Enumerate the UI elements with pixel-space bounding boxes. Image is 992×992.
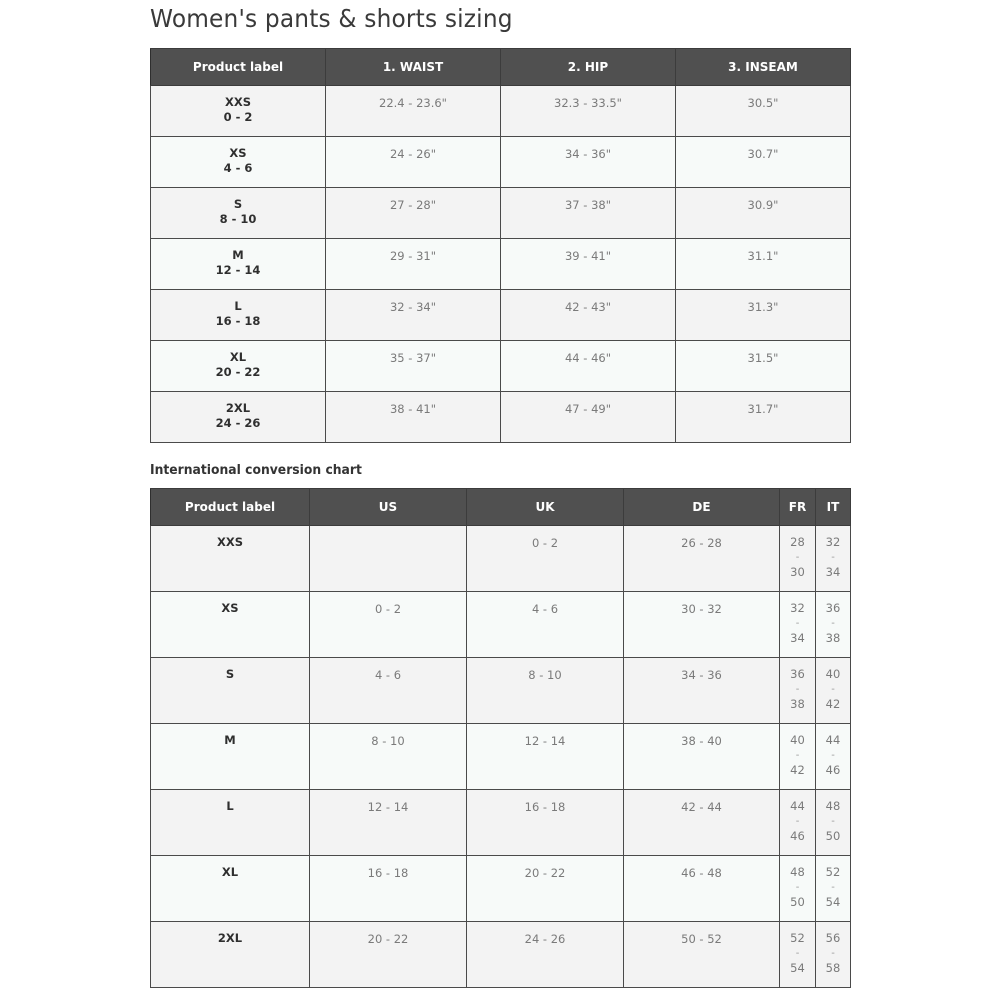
fr-high: 34 <box>790 631 805 645</box>
de-cell: 30 - 32 <box>624 592 780 658</box>
product-label-cell: S <box>151 658 310 724</box>
header-product-label: Product label <box>151 489 310 526</box>
table-row <box>151 290 851 341</box>
product-label-cell <box>151 188 326 239</box>
waist-cell: 24 - 26" <box>326 137 501 188</box>
de-cell: 38 - 40 <box>624 724 780 790</box>
de-cell: 42 - 44 <box>624 790 780 856</box>
hip-cell: 37 - 38" <box>501 188 676 239</box>
range-dash: - <box>795 882 800 893</box>
range-dash: - <box>831 816 835 827</box>
fr-high: 50 <box>790 895 805 909</box>
inseam-cell: 31.3" <box>676 290 851 341</box>
size-number-range: 24 - 26 <box>215 416 261 430</box>
inseam-cell: 30.5" <box>676 86 851 137</box>
inseam-cell: 31.7" <box>676 392 851 443</box>
table-row <box>151 392 851 443</box>
range-dash: - <box>831 552 835 563</box>
product-label-cell: M <box>151 724 310 790</box>
table-row <box>151 526 851 592</box>
header-product-label: Product label <box>151 49 326 86</box>
de-cell: 46 - 48 <box>624 856 780 922</box>
table-row <box>151 592 851 658</box>
conversion-chart-title: International conversion chart <box>150 463 362 478</box>
fr-cell <box>780 856 816 922</box>
us-cell: 4 - 6 <box>310 658 467 724</box>
hip-cell: 42 - 43" <box>501 290 676 341</box>
size-number-range: 20 - 22 <box>215 365 261 379</box>
range-dash: - <box>795 816 800 827</box>
size-number-range: 8 - 10 <box>219 212 257 226</box>
it-high: 38 <box>825 631 841 645</box>
hip-cell: 32.3 - 33.5" <box>501 86 676 137</box>
uk-cell: 8 - 10 <box>467 658 624 724</box>
us-cell: 20 - 22 <box>310 922 467 988</box>
it-cell <box>816 922 851 988</box>
size-label: XXS <box>224 95 251 109</box>
size-label: XS <box>229 146 247 160</box>
product-label-cell <box>151 137 326 188</box>
it-low: 56 <box>825 931 841 945</box>
inseam-cell: 30.7" <box>676 137 851 188</box>
uk-cell: 4 - 6 <box>467 592 624 658</box>
size-number-range: 16 - 18 <box>215 314 261 328</box>
range-dash: - <box>795 684 800 695</box>
table-row <box>151 922 851 988</box>
fr-low: 28 <box>790 535 805 549</box>
waist-cell: 32 - 34" <box>326 290 501 341</box>
fr-high: 42 <box>790 763 805 777</box>
size-label: M <box>232 248 244 262</box>
fr-high: 38 <box>790 697 805 711</box>
fr-low: 44 <box>790 799 805 813</box>
inseam-cell: 30.9" <box>676 188 851 239</box>
waist-cell: 38 - 41" <box>326 392 501 443</box>
product-label-cell: L <box>151 790 310 856</box>
fr-cell <box>780 724 816 790</box>
size-number-range: 4 - 6 <box>223 161 253 175</box>
fr-low: 52 <box>790 931 805 945</box>
range-dash: - <box>795 948 800 959</box>
it-low: 48 <box>825 799 841 813</box>
fr-cell <box>780 922 816 988</box>
product-label-cell <box>151 341 326 392</box>
table-row <box>151 137 851 188</box>
us-cell: 0 - 2 <box>310 592 467 658</box>
conversion-header-row <box>151 489 851 526</box>
it-cell <box>816 526 851 592</box>
size-label: S <box>233 197 243 211</box>
hip-cell: 39 - 41" <box>501 239 676 290</box>
conversion-body <box>151 526 851 988</box>
range-dash: - <box>831 618 835 629</box>
fr-low: 40 <box>790 733 805 747</box>
table-row <box>151 790 851 856</box>
uk-cell: 20 - 22 <box>467 856 624 922</box>
size-number-range: 0 - 2 <box>223 110 253 124</box>
sizing-header-row <box>151 49 851 86</box>
it-low: 40 <box>825 667 841 681</box>
us-cell: 8 - 10 <box>310 724 467 790</box>
hip-cell: 47 - 49" <box>501 392 676 443</box>
range-dash: - <box>795 750 800 761</box>
range-dash: - <box>831 684 835 695</box>
header-de: DE <box>624 489 780 526</box>
header-inseam: 3. INSEAM <box>676 49 851 86</box>
fr-cell <box>780 526 816 592</box>
range-dash: - <box>831 750 835 761</box>
product-label-cell <box>151 290 326 341</box>
de-cell: 50 - 52 <box>624 922 780 988</box>
fr-low: 32 <box>790 601 805 615</box>
it-cell <box>816 856 851 922</box>
uk-cell: 0 - 2 <box>467 526 624 592</box>
fr-low: 48 <box>790 865 805 879</box>
header-fr: FR <box>780 489 816 526</box>
range-dash: - <box>795 552 800 563</box>
it-low: 36 <box>825 601 841 615</box>
it-low: 44 <box>825 733 841 747</box>
it-cell <box>816 658 851 724</box>
it-low: 52 <box>825 865 841 879</box>
product-label-cell: XL <box>151 856 310 922</box>
fr-high: 54 <box>790 961 805 975</box>
fr-low: 36 <box>790 667 805 681</box>
fr-high: 46 <box>790 829 805 843</box>
it-low: 32 <box>825 535 841 549</box>
sizing-table <box>150 48 851 443</box>
it-high: 42 <box>825 697 841 711</box>
it-cell <box>816 790 851 856</box>
us-cell: 16 - 18 <box>310 856 467 922</box>
de-cell: 26 - 28 <box>624 526 780 592</box>
us-cell: 12 - 14 <box>310 790 467 856</box>
it-high: 54 <box>825 895 841 909</box>
product-label-cell <box>151 86 326 137</box>
uk-cell: 16 - 18 <box>467 790 624 856</box>
header-us: US <box>310 489 467 526</box>
table-row <box>151 239 851 290</box>
range-dash: - <box>831 948 835 959</box>
table-row <box>151 341 851 392</box>
size-label: XL <box>229 350 247 364</box>
it-high: 34 <box>825 565 841 579</box>
waist-cell: 29 - 31" <box>326 239 501 290</box>
it-high: 50 <box>825 829 841 843</box>
table-row <box>151 724 851 790</box>
us-cell <box>310 526 467 592</box>
uk-cell: 12 - 14 <box>467 724 624 790</box>
table-row <box>151 86 851 137</box>
waist-cell: 27 - 28" <box>326 188 501 239</box>
header-hip: 2. HIP <box>501 49 676 86</box>
fr-cell <box>780 790 816 856</box>
hip-cell: 34 - 36" <box>501 137 676 188</box>
page-title: Women's pants & shorts sizing <box>150 4 513 33</box>
hip-cell: 44 - 46" <box>501 341 676 392</box>
size-number-range: 12 - 14 <box>215 263 261 277</box>
table-row <box>151 658 851 724</box>
product-label-cell <box>151 239 326 290</box>
fr-cell <box>780 658 816 724</box>
range-dash: - <box>831 882 835 893</box>
it-cell <box>816 724 851 790</box>
sizing-body <box>151 86 851 443</box>
waist-cell: 22.4 - 23.6" <box>326 86 501 137</box>
it-high: 58 <box>825 961 841 975</box>
uk-cell: 24 - 26 <box>467 922 624 988</box>
it-high: 46 <box>825 763 841 777</box>
product-label-cell: 2XL <box>151 922 310 988</box>
waist-cell: 35 - 37" <box>326 341 501 392</box>
de-cell: 34 - 36 <box>624 658 780 724</box>
size-label: 2XL <box>225 401 251 415</box>
product-label-cell <box>151 392 326 443</box>
product-label-cell: XS <box>151 592 310 658</box>
product-label-cell: XXS <box>151 526 310 592</box>
header-waist: 1. WAIST <box>326 49 501 86</box>
conversion-table <box>150 488 851 988</box>
inseam-cell: 31.5" <box>676 341 851 392</box>
header-uk: UK <box>467 489 624 526</box>
fr-cell <box>780 592 816 658</box>
table-row <box>151 188 851 239</box>
fr-high: 30 <box>790 565 805 579</box>
size-label: L <box>234 299 242 313</box>
header-it: IT <box>816 489 851 526</box>
range-dash: - <box>795 618 800 629</box>
inseam-cell: 31.1" <box>676 239 851 290</box>
table-row <box>151 856 851 922</box>
it-cell <box>816 592 851 658</box>
